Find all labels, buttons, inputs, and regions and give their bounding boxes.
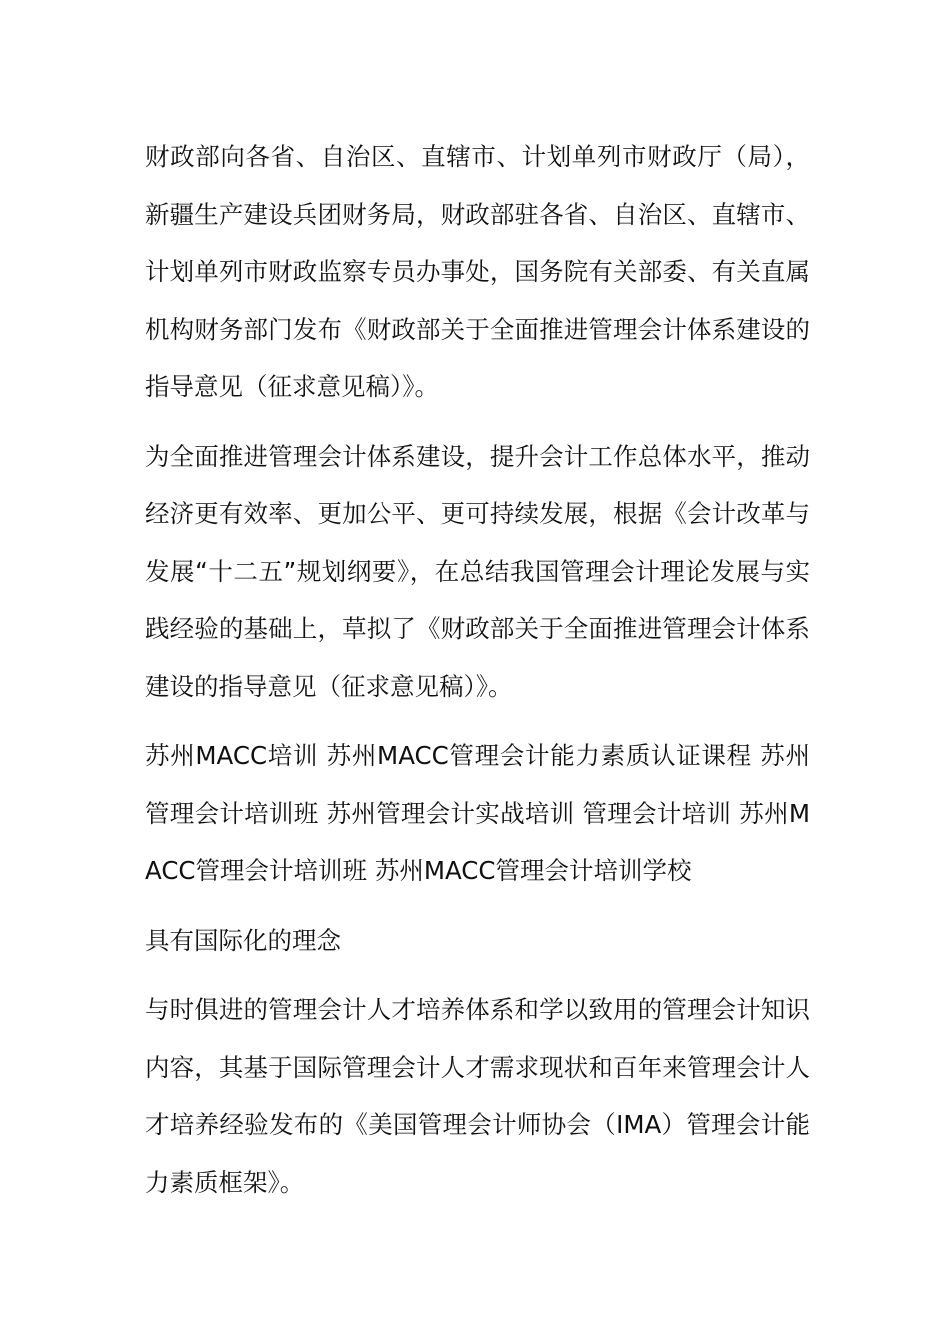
document-body	[145, 128, 810, 1223]
paragraph-training-keywords: 苏州MACC培训 苏州MACC管理会计能力素质认证课程 苏州管理会计培训班 苏州管理会计实战培训 管理会计培训 苏州MACC管理会计培训班 苏州MACC管理会计培训学校	[145, 741, 810, 885]
paragraph-framework: 与时俱进的管理会计人才培养体系和学以致用的管理会计知识内容，其基于国际管理会计人才需求现状和百年来管理会计人才培养经验发布的《美国管理会计师协会（IMA）管理会计能力素质框架》。	[145, 995, 810, 1197]
paragraph-heading-international: 具有国际化的理念	[145, 925, 341, 955]
paragraph-notice: 财政部向各省、自治区、直辖市、计划单列市财政厅（局），新疆生产建设兵团财务局，财政部驻各省、自治区、直辖市、计划单列市财政监察专员办事处，国务院有关部委、有关直属机构财务部门发布《财政部关于全面推进管理会计体系建设的指导意见（征求意见稿）》。	[145, 142, 810, 401]
paragraph-purpose: 为全面推进管理会计体系建设，提升会计工作总体水平，推动经济更有效率、更加公平、更可持续发展，根据《会计改革与发展“十二五”规划纲要》，在总结我国管理会计理论发展与实践经验的基础上，草拟了《财政部关于全面推进管理会计体系建设的指导意见（征求意见稿）》。	[145, 441, 810, 701]
